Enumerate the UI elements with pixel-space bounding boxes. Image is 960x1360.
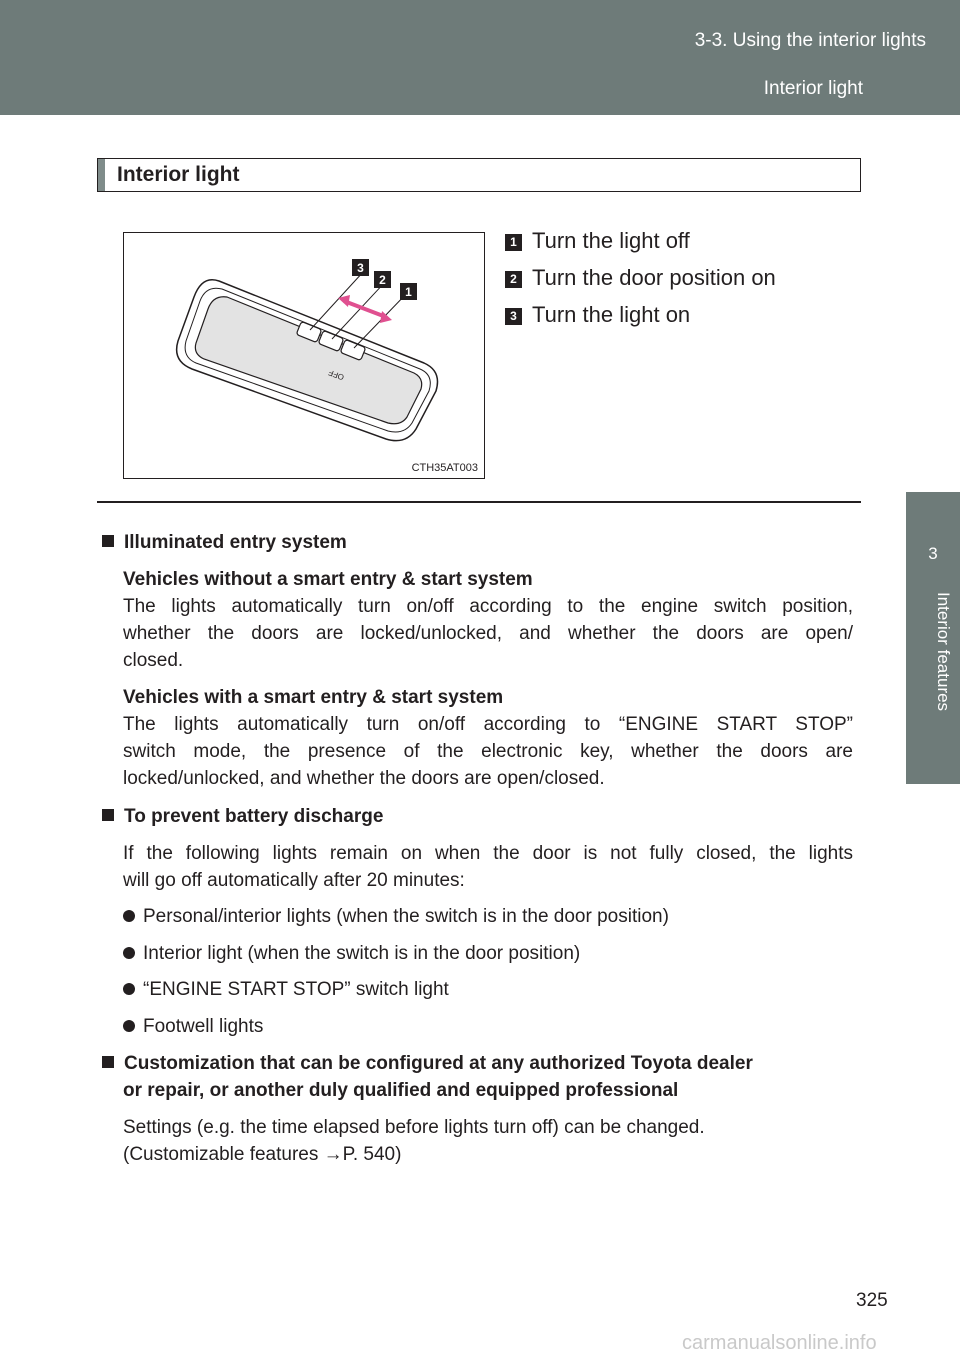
callout-text: Turn the door position on bbox=[532, 265, 776, 290]
square-bullet-icon bbox=[102, 1056, 114, 1068]
battery-paragraph: If the following lights remain on when the door is not fully closed, the lights will go off automatically after 20 minutes: bbox=[123, 843, 853, 891]
customization-paragraph: Settings (e.g. the time elapsed before lights turn off) can be changed. (Customizable features →P. 540) bbox=[123, 1114, 705, 1168]
round-bullet-icon bbox=[123, 947, 135, 959]
round-bullet-icon bbox=[123, 1020, 135, 1032]
customization-heading-cont: or repair, or another duly qualified and equipped professional bbox=[123, 1080, 679, 1101]
light-lens bbox=[195, 297, 421, 424]
watermark: carmanualsonline.info bbox=[682, 1332, 877, 1354]
callout-item-1 bbox=[505, 228, 690, 254]
page-reference-link: (Customizable features →P. 540) bbox=[123, 1144, 402, 1165]
svg-text:1: 1 bbox=[405, 285, 412, 299]
page-header bbox=[0, 0, 960, 115]
svg-text:2: 2 bbox=[379, 273, 386, 287]
chapter-number: 3 bbox=[928, 544, 938, 563]
round-bullet-icon bbox=[123, 910, 135, 922]
figure-code: CTH35AT003 bbox=[411, 462, 478, 474]
figure-callout-1 bbox=[400, 283, 417, 300]
battery-heading: To prevent battery discharge bbox=[102, 803, 383, 830]
callout-number: 2 bbox=[505, 271, 522, 288]
with-smart-paragraph: The lights automatically turn on/off according to “ENGINE START STOP” switch mode, the presence of the electronic key, whether the doors are locked/unlocked, and whether the doors are open/closed. bbox=[123, 714, 853, 789]
page-number: 325 bbox=[856, 1290, 888, 1311]
battery-bullet-item: Interior light (when the switch is in the door position) bbox=[123, 940, 580, 967]
interior-light-figure bbox=[123, 232, 485, 479]
battery-bullet-item: Personal/interior lights (when the switch is in the door position) bbox=[123, 903, 669, 930]
round-bullet-icon bbox=[123, 983, 135, 995]
square-bullet-icon bbox=[102, 535, 114, 547]
svg-text:3: 3 bbox=[357, 261, 364, 275]
section-title: Interior light bbox=[117, 163, 240, 186]
chapter-label: Interior features bbox=[934, 592, 953, 712]
without-smart-heading: Vehicles without a smart entry & start system bbox=[123, 569, 533, 590]
callout-number: 1 bbox=[505, 234, 522, 251]
callout-text: Turn the light off bbox=[532, 228, 690, 253]
header-section-title: 3-3. Using the interior lights bbox=[694, 30, 926, 51]
without-smart-paragraph: The lights automatically turn on/off according to the engine switch position, whether the doors are locked/unlocked, and whether the doors are open/ closed. bbox=[123, 596, 853, 671]
callout-item-2 bbox=[505, 265, 776, 291]
callout-text: Turn the light on bbox=[532, 302, 691, 327]
battery-bullet-item: “ENGINE START STOP” switch light bbox=[123, 976, 449, 1003]
illuminated-entry-heading: Illuminated entry system bbox=[102, 529, 347, 556]
battery-bullet-item: Footwell lights bbox=[123, 1013, 263, 1040]
customization-heading: Customization that can be configured at any authorized Toyota dealer bbox=[102, 1050, 862, 1077]
callout-number: 3 bbox=[505, 308, 522, 325]
callout-item-3 bbox=[505, 302, 690, 328]
section-title-box bbox=[97, 158, 861, 192]
header-subsection-title: Interior light bbox=[763, 78, 863, 99]
switch-label-off: OFF bbox=[327, 367, 346, 382]
chapter-tab bbox=[906, 492, 960, 784]
square-bullet-icon bbox=[102, 809, 114, 821]
figure-callout-3 bbox=[352, 259, 369, 276]
section-title-bar bbox=[98, 159, 105, 191]
interior-light-illustration bbox=[124, 233, 484, 478]
section-divider bbox=[97, 501, 861, 503]
with-smart-heading: Vehicles with a smart entry & start system bbox=[123, 687, 504, 708]
figure-callout-2 bbox=[374, 271, 391, 288]
